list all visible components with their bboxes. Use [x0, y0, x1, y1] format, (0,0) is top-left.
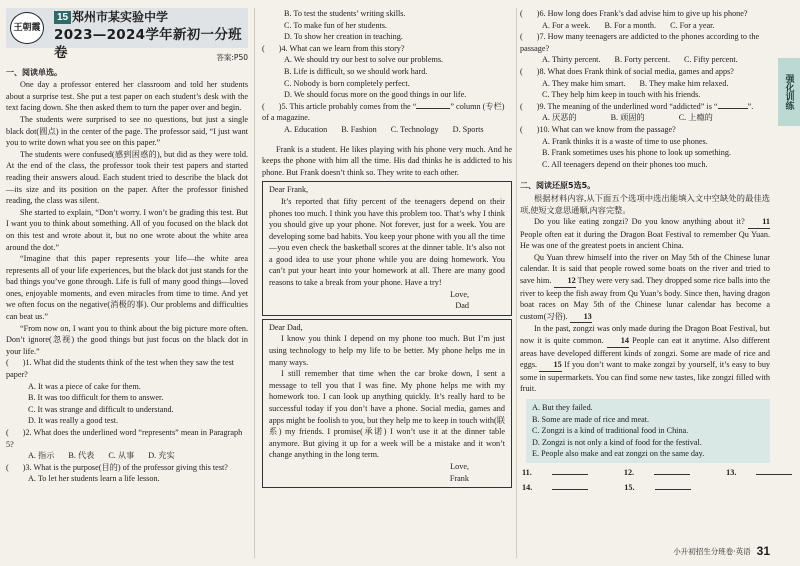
option: D. Zongzi is not only a kind of food for the festival. [532, 437, 702, 447]
passage-paragraph: Do you like eating zongzi? Do you know anything about it? 11 People often eat it during the Dragon Boat Festival to remember Qu Yuan. He was one of the greatest poets in ancient China. [520, 217, 771, 251]
options-row [520, 78, 770, 90]
section-heading: 一、阅读单选。 [6, 67, 62, 77]
column-middle [262, 8, 512, 491]
paper-number: 15 [54, 11, 71, 24]
option[interactable]: B. For a month. [604, 20, 657, 30]
option: A. But they failed. [532, 403, 593, 412]
option[interactable]: C. Technology [390, 124, 439, 134]
option[interactable]: C. Nobody is born completely perfect. [284, 78, 410, 88]
passage-intro: Frank is a student. He likes playing with his phone very much. And he keeps the phone with him all the time. His dad thinks he is addicted to his phone. But Frank doesn’t think so. They write to each other. [262, 144, 512, 177]
answer-label[interactable]: 11. [522, 467, 606, 479]
option[interactable]: A. To let her students learn a life lesson. [28, 474, 160, 484]
option[interactable]: C. All teenagers depend on their phones too much. [542, 159, 708, 169]
option[interactable]: A. Frank thinks it is a waste of time to use phones. [542, 136, 708, 146]
question-9: ( )9. The meaning of the underlined word “addicted” is “ ”. [520, 101, 754, 111]
answer-label[interactable]: 15. [624, 482, 708, 494]
option[interactable]: A. It was a piece of cake for them. [28, 381, 141, 391]
answer-blank-12[interactable]: 12 [554, 275, 576, 288]
option[interactable]: B. It was too difficult for them to answer. [28, 393, 164, 403]
passage-paragraph: She started to explain, “Don’t worry. I won’t be grading this test. But I want you to think about something. All of you focused on the black dot on this test and wrote about it, but no one wrote about the white area around the dot.” [6, 207, 248, 252]
answer-blank-11[interactable]: 11 [748, 216, 770, 229]
option[interactable]: B. Frank sometimes uses his phone to look up something. [542, 148, 731, 158]
letter-greeting: Dear Frank, [269, 185, 309, 195]
option[interactable]: B. 顽固的 [610, 113, 645, 123]
brand-logo: 王朝霞 [10, 12, 44, 44]
option[interactable]: C. For a year. [670, 20, 715, 30]
footer-text: 小升初招生分班卷·英语 [673, 546, 751, 556]
option[interactable]: B. To test the students’ writing skills. [284, 9, 406, 18]
option[interactable]: C. It was strange and difficult to understand. [28, 404, 174, 414]
option[interactable]: A. Education [284, 124, 328, 134]
option[interactable]: A. Thirty percent. [542, 55, 601, 65]
options-box [526, 399, 770, 463]
answer-label[interactable]: 14. [522, 482, 606, 494]
option[interactable]: D. 充实 [148, 451, 175, 461]
letter-body: I still remember that time when the car broke down, I sent a message to tell you that I was fine. My phone helps me with my homework too. I can look up anything quickly. It’s really hard to be successful today if you don’t have a phone. Social media, games and apps might be foolish to you, but they help me to keep in touch with(联系) my friends. I promise(承诺) I won’t use it at the dinner table anymore. But giving it up for a week will be a mistake and it won’t change anything in the long term. [269, 369, 505, 460]
question-5: ( )5. This article probably comes from the “ ” column (专栏) of a magazine. [262, 101, 505, 123]
question-6: ( )6. How long does Frank’s dad advise him to give up his phone? [520, 9, 748, 18]
options-row [520, 112, 770, 124]
option[interactable]: D. To show her creation in teaching. [284, 32, 403, 42]
option[interactable]: C. 上瘾的 [678, 113, 713, 123]
option[interactable]: D. It was really a good test. [28, 416, 119, 426]
option: C. Zongzi is a kind of traditional food in China. [532, 426, 689, 436]
question-4: ( )4. What can we learn from this story? [262, 43, 405, 53]
option[interactable]: A. 厌恶的 [542, 113, 577, 123]
passage-paragraph: The students were confused(感到困惑的), but did as they were told. At the end of the class, the professor took their test papers and started reading their answers aloud. Each student tried to describe the black dot—its size and its position on the paper. After the professor finished reading, the class was silent. [6, 149, 248, 206]
paper-title: 2023—2024学年新初一分班卷 [54, 27, 242, 61]
page-number: 31 [756, 544, 770, 558]
option[interactable]: A. They make him smart. [542, 78, 626, 88]
question-3: ( )3. What is the purpose(目的) of the professor giving this test? [6, 462, 228, 472]
answer-blank-15[interactable]: 15 [539, 359, 561, 372]
passage-paragraph: In the past, zongzi was only made during the Dragon Boat Festival, but now it is quite common. 14 People can eat it anytime. Also different areas have developed different kinds of zongzi. Some are made of rice and eggs. 15 If you don’t want to make zongzi by yourself, it’s easy to buy some in supermarkets. You can find some new tastes, like zongzi filled with fruit. [520, 324, 771, 394]
option[interactable]: B. Forty percent. [614, 55, 670, 65]
column-divider [254, 8, 255, 558]
question-8: ( )8. What does Frank think of social media, games and apps? [520, 66, 734, 76]
option[interactable]: C. They help him keep in touch with his friends. [542, 90, 701, 100]
column-divider [516, 8, 517, 558]
side-tab: 强化训练 [778, 58, 800, 126]
passage-paragraph: Qu Yuan threw himself into the river on May 5th of the Chinese lunar calendar. It is said that people rowed some boats on the river and tried to save him. 12 They were very sad. They dropped some rice balls into the river to keep the fish away from Qu Yuan’s body. Since then, having dragon boat races on May 5th of the Chinese lunar calendar has become a custom(习俗). 13 [520, 252, 770, 324]
answer-label[interactable]: 13. [726, 467, 800, 479]
answer-lines [520, 467, 770, 479]
passage-paragraph: “From now on, I want you to think about the big picture more often. Don’t ignore(忽视) the good things but just focus on the black dot in your life.” [6, 323, 248, 356]
letter-signer: Frank [449, 473, 469, 483]
option[interactable]: B. 代表 [68, 451, 95, 461]
question-2: ( )2. What does the underlined word “represents” mean in Paragraph 5? [6, 428, 243, 449]
option[interactable]: D. Sports [452, 124, 484, 134]
option[interactable]: A. 指示 [28, 451, 55, 461]
option[interactable]: D. We should focus more on the good things in our life. [284, 90, 467, 100]
letter-signer: Dad [455, 301, 469, 311]
question-10: ( )10. What can we know from the passage? [520, 124, 676, 134]
letter-from-frank [262, 319, 512, 488]
letter-closing: Love, [450, 289, 469, 299]
option[interactable]: B. Life is difficult, so we should work hard. [284, 66, 428, 76]
passage-paragraph: “Imagine that this paper represents your life—the white area represents all of your life experiences, but the black dot just stands for the bad things you’ve gone through. Life is full of many good things—loved ones, enjoyable moments, and even miracles from time to time. And yet we often focus on the negative(消极的事). Our problems and difficulties can beat us.” [6, 254, 248, 322]
option[interactable]: C. 从事 [108, 451, 135, 461]
column-left [6, 8, 248, 485]
options-row [520, 54, 770, 66]
option[interactable]: C. Fifty percent. [684, 55, 738, 65]
option[interactable]: B. They make him relaxed. [639, 78, 729, 88]
answer-blank-14[interactable]: 14 [607, 335, 629, 348]
option[interactable]: B. Fashion [341, 124, 377, 134]
answer-blank[interactable] [416, 108, 450, 109]
letter-body: It’s reported that fifty percent of the teenagers depend on their phones too much. I think you have this problem too. That’s why I think you should give up your phone. Not forever, just for a week. You are developing some bad habits. You keep your phone with you all the time—you even check the basketball scores at the dinner table. It’s also not a good idea to use your phone while you are doing homework. You can’t put your heart into your homework at all. There are many good reasons to take a break from your phone. Have a try! [269, 196, 505, 288]
answer-blank-13[interactable]: 13 [570, 311, 592, 324]
options-row [520, 20, 770, 32]
answer-label[interactable]: 12. [624, 467, 708, 479]
answer-blank[interactable] [718, 108, 748, 109]
option: B. Some are made of rice and meat. [532, 414, 650, 424]
letter-greeting: Dear Dad, [269, 322, 303, 332]
passage-paragraph: One day a professor entered her classroom and told her students about a surprise test. She put a test paper on each student’s desk with the text facing down. She then asked them to turn the paper over and begin. [6, 80, 248, 113]
option: E. People also make and eat zongzi on the same day. [532, 449, 705, 459]
option[interactable]: A. We should try our best to solve our problems. [284, 55, 444, 65]
question-7: ( )7. How many teenagers are addicted to the phones according to the passage? [520, 32, 760, 53]
school-name: 郑州市某实验中学 [72, 10, 169, 24]
page-footer [673, 544, 770, 558]
answer-reference: 答案:P50 [216, 53, 248, 62]
letter-closing: Love, [450, 461, 469, 471]
question-1: ( )1. What did the students think of the test when they saw the test paper? [6, 358, 235, 380]
options-row [6, 450, 248, 462]
letter-body: I know you think I depend on my phone too much. But I’m just using technology to help my life to be better. My phone helps me in many ways. [269, 334, 505, 367]
option[interactable]: C. To make fun of her students. [284, 20, 387, 30]
column-right [520, 8, 770, 493]
section-heading: 二、阅读还原5选5。 [520, 181, 596, 191]
answer-lines [520, 482, 770, 494]
instruction-text: 根据材料内容,从下面五个选项中选出能填入文中空缺处的最佳选项,使短文意思通顺,内容完整。 [520, 193, 770, 215]
options-row [262, 124, 512, 136]
letter-from-dad [262, 181, 512, 316]
passage-paragraph: The students were surprised to see no questions, but just a single black dot(圆点) in the center of the page. The professor said, “I just want you to write down what you see on this paper.” [6, 114, 248, 148]
option[interactable]: A. For a week. [542, 20, 591, 30]
